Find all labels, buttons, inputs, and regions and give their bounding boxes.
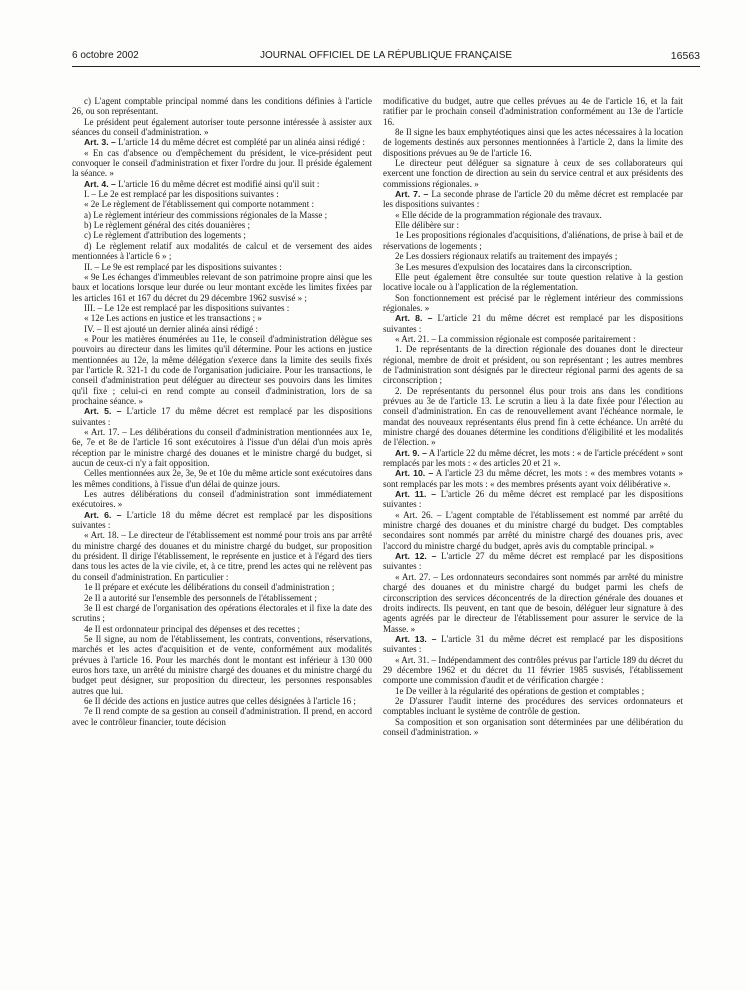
paragraph [72,199,372,209]
article-heading: Art. 9. – [395,447,427,458]
right-column [383,96,683,971]
paragraph-text: Elle délibère sur : [395,220,460,231]
paragraph-text: 6e Il décide des actions en justice autres que celles désignées à l'article 16 ; [84,695,356,706]
paragraph [72,179,372,189]
header-rule [72,66,700,67]
paragraph [72,241,372,262]
paragraph [383,344,683,385]
paragraph [383,158,683,189]
paragraph-text: 3e Les mesures d'expulsion des locataires dans la circonscription. [395,261,633,272]
article-heading: Art. 3. – [84,137,116,148]
paragraph [383,251,683,261]
paragraph-text: Celles mentionnées aux 2e, 3e, 9e et 10e du même article sont exécutoires dans les mêmes conditions, à l'issue d'un délai de quinze jours. [72,468,372,489]
paragraph-text: L'article 21 du même décret est remplacé par les dispositions suivantes : [383,313,683,334]
paragraph [72,313,372,323]
paragraph-text: « Art. 18. – Le directeur de l'établissement est nommé pour trois ans par arrêté du ministre chargé des douanes et du ministre chargé du budget, sur proposition du président. Il dirige l'établissement, le représente en justice et à l'égard des tiers dans tous les actes de la vie civile, et, à ce titre, prend les actes qui ne relèvent pas du conseil d'administration. En particulier : [72,530,372,582]
paragraph-text: L'article 26 du même décret est remplacé par les dispositions suivantes : [383,489,683,510]
paragraph [72,468,372,489]
paragraph [383,468,683,489]
paragraph-text: modificative du budget, autre que celles prévues au 4e de l'article 16, et la fait ratifier par le prochain conseil d'administration conformément au 13e de l'article 16. [383,96,683,127]
paragraph-text: L'article 31 du même décret est remplacé par les dispositions suivantes : [383,633,683,655]
paragraph [72,272,372,303]
paragraph [72,530,372,582]
paragraph-text: « 2e Le règlement de l'établissement qui comporte notamment : [84,199,314,210]
paragraph-text: A l'article 22 du même décret, les mots : « de l'article précédent » sont remplacés par les mots : « des articles 20 et 21 ». [383,447,683,469]
left-column [72,96,372,971]
paragraph-text: 2e Il a autorité sur l'ensemble des personnels de l'établissement ; [84,592,317,603]
paragraph-text: c) L'agent comptable principal nommé dans les conditions définies à l'article 26, ou son représentant. [72,96,372,117]
paragraph [383,634,683,655]
paragraph-text: d) Le règlement relatif aux modalités de calcul et de versement des aides mentionnées à l'article 6 » ; [72,240,372,262]
paragraph-text: « Elle décide de la programmation régionale des travaux. [395,209,602,220]
paragraph [72,510,372,531]
paragraph-text: « 12e Les actions en justice et les transactions ; » [84,313,262,324]
journal-title: JOURNAL OFFICIEL DE LA RÉPUBLIQUE FRANÇAISE [259,50,513,61]
paragraph-text: L'article 14 du même décret est complété par un alinéa ainsi rédigé : [115,137,365,148]
paragraph [383,220,683,230]
paragraph-text: L'article 16 du même décret est modifié ainsi qu'il suit : [115,178,320,189]
paragraph-text: L'article 18 du même décret est remplacé par les dispositions suivantes : [72,509,372,531]
paragraph [72,696,372,706]
paragraph-text: 1. De représentants de la direction régionale des douanes dont le directeur régional, membre de droit et président, ou son représentant ; les autres membres de l'administration sont désignés par le directeur régional parmi des agents de sa circonscription ; [383,344,683,386]
paragraph-text: 7e Il rend compte de sa gestion au conseil d'administration. Il prend, en accord avec le contrôleur financier, toute décision [72,706,372,727]
paragraph [72,324,372,334]
paragraph-text: II. – Le 9e est remplacé par les dispositions suivantes : [84,261,282,272]
paragraph-text: 5e Il signe, au nom de l'établissement, les contrats, conventions, réservations, marchés et les actes d'acquisition et de vente, conformément aux modalités prévues à l'article 16. Pour les marchés dont le montant est inférieur à 130 000 euros hors taxe, un arrêté du ministre chargé des douanes et du ministre chargé du budget peut désigner, sur proposition du directeur, les personnes responsables autres que lui. [72,633,372,696]
paragraph [383,696,683,717]
article-heading: Art. 6. – [84,509,122,520]
paragraph [72,262,372,272]
paragraph-text: « 9e Les échanges d'immeubles relevant de son patrimoine propre ainsi que les baux et locations lorsque leur durée ou leur montant excède les limites fixées par les articles 161 et 167 du décret du 29 décembre 1962 susvisé » ; [72,271,372,303]
paragraph [383,448,683,469]
paragraph [383,127,683,158]
paragraph [383,686,683,696]
paragraph [383,572,683,634]
paragraph-text: A l'article 23 du même décret, les mots : « des membres votants » sont remplacés par les mots : « des membres présents ayant voix délibérative ». [383,468,683,489]
paragraph [72,593,372,603]
paragraph [383,386,683,448]
paragraph [383,262,683,272]
paragraph-text: b) Le règlement général des cités douanières ; [84,220,251,231]
paragraph-text: Le président peut également autoriser toute personne intéressée à assister aux séances du conseil d'administration. » [72,116,372,138]
paragraph [72,634,372,696]
paragraph [72,427,372,468]
issue-date: 6 octobre 2002 [72,50,139,61]
article-heading: Art. 4. – [84,178,116,189]
paragraph-text: 3e Il est chargé de l'organisation des opérations électorales et il fixe la date des scrutins ; [72,602,372,624]
paragraph-text: 2. De représentants du personnel élus pour trois ans dans les conditions prévues au 3e de l'article 13. Le scrutin a lieu à la date fixée pour l'élection au conseil d'administration. En cas de renouvellement avant l'échéance normale, le mandat des nouveaux représentants élus prend fin à cette échéance. Un arrêté du ministre chargé des douanes détermine les conditions d'éligibilité et les modalités de l'élection. » [383,385,683,448]
paragraph-text: IV. – Il est ajouté un dernier alinéa ainsi rédigé : [84,323,258,334]
paragraph [383,313,683,334]
article-heading: Art. 8. – [395,313,433,324]
paragraph-text: III. – Le 12e est remplacé par les dispositions suivantes : [84,302,290,313]
paragraph-text: 2e Les dossiers régionaux relatifs au traitement des impayés ; [395,251,618,262]
paragraph [383,489,683,510]
paragraph [383,210,683,220]
article-heading: Art. 5. – [84,406,122,417]
article-heading: Art. 7. – [395,189,429,200]
paragraph-text: 1e De veiller à la régularité des opérations de gestion et comptables ; [395,685,645,696]
paragraph-text: a) Le règlement intérieur des commissions régionales de la Masse ; [84,209,328,220]
paragraph [383,230,683,251]
paragraph [383,551,683,572]
paragraph-text: Elle peut également être consultée sur toute question relative à la gestion locative locale ou à l'application de la réglementation. [383,271,683,293]
paragraph [383,96,683,127]
paragraph-text: L'article 17 du même décret est remplacé par les dispositions suivantes : [72,406,372,427]
paragraph [72,189,372,199]
paragraph-text: « Art. 31. – Indépendamment des contrôles prévus par l'article 189 du décret du 29 décembre 1962 et du décret du 11 février 1985 susvisés, l'établissement comporte une commission d'audit et de vérification chargée : [383,654,683,686]
paragraph [72,210,372,220]
paragraph [383,510,683,551]
paragraph-text: « Pour les matières énumérées au 11e, le conseil d'administration délègue ses pouvoirs au directeur dans les limites qu'il détermine. Pour les actions en justice mentionnées au 12e, la même délégation s'exerce dans la limite des seuils fixés par l'article R. 321-1 du code de l'organisation judiciaire. Pour les transactions, le conseil d'administration peut déléguer au directeur ses pouvoirs dans les limites qu'il fixe ; celui-ci en rend compte au conseil d'administration, lors de sa prochaine séance. » [72,333,372,406]
paragraph-text: Son fonctionnement est précisé par le règlement intérieur des commissions régionales. » [383,292,683,313]
paragraph-text: c) Le règlement d'attribution des logements ; [84,230,246,241]
paragraph [72,334,372,406]
paragraph-text: La seconde phrase de l'article 20 du même décret est remplacée par les dispositions suivantes : [383,189,683,210]
paragraph [72,406,372,427]
page-number: 16563 [670,50,700,62]
paragraph-text: « Art. 17. – Les délibérations du conseil d'administration mentionnées aux 1e, 6e, 7e et 8e de l'article 16 sont exécutoires à l'issue d'un délai d'un mois après réception par le ministre chargé des douanes et le ministre chargé du budget, si aucun de ceux-ci n'y a fait opposition. [72,427,372,469]
paragraph-text: 1e Il prépare et exécute les délibérations du conseil d'administration ; [84,582,335,593]
paragraph-text: I. – Le 2e est remplacé par les dispositions suivantes : [84,189,279,200]
paragraph [72,489,372,510]
paragraph [72,706,372,727]
paragraph-text: « Art. 27. – Les ordonnateurs secondaires sont nommés par arrêté du ministre chargé des douanes et du ministre chargé du budget parmi les chefs de circonscription des services déconcentrés de la direction générale des douanes et droits indirects. Ils peuvent, en tant que de besoin, déléguer leur signature à des agents agréés par le directeur de l'établissement pour assurer le service de la Masse. » [383,571,683,634]
paragraph [72,303,372,313]
article-heading: Art. 10. – [395,468,434,479]
article-heading: Art. 13. – [395,633,437,644]
article-heading: Art. 12. – [395,551,437,562]
paragraph-text: 8e Il signe les baux emphytéotiques ainsi que les actes nécessaires à la location de logements destinés aux personnes mentionnées à l'article 2, dans la limite des dispositions prévues au 9e de l'article 16. [383,127,683,158]
paragraph-text: 4e Il est ordonnateur principal des dépenses et des recettes ; [84,623,301,634]
article-heading: Art. 11. – [395,489,437,500]
paragraph [72,624,372,634]
paragraph [72,96,372,117]
paragraph [72,582,372,592]
paragraph [383,334,683,344]
paragraph [383,272,683,293]
paragraph [72,148,372,179]
paragraph [72,220,372,230]
paragraph [383,293,683,314]
paragraph-text: 1e Les propositions régionales d'acquisitions, d'aliénations, de prise à bail et de réservations de logements ; [383,230,683,251]
page-header [72,50,700,64]
paragraph [383,655,683,686]
paragraph-text: « Art. 21. – La commission régionale est composée paritairement : [395,333,636,344]
paragraph-text: 2e D'assurer l'audit interne des procédures des services ordonnateurs et comptables incluant le système de contrôle de gestion. [383,695,683,717]
paragraph [72,230,372,240]
paragraph [383,717,683,738]
paragraph-text: « En cas d'absence ou d'empêchement du président, le vice-président peut convoquer le conseil d'administration et fixer l'ordre du jour. Il préside également la séance. » [72,147,372,179]
paragraph [72,603,372,624]
paragraph-text: « Art. 26. – L'agent comptable de l'établissement est nommé par arrêté du ministre chargé des douanes et du ministre chargé du budget. Des comptables secondaires sont nommés par arrêté du ministre chargé des douanes pris, avec l'accord du ministre chargé du budget, après avis du comptable principal. » [383,509,683,551]
paragraph-text: Les autres délibérations du conseil d'administration sont immédiatement exécutoires. » [72,489,372,510]
paragraph [383,189,683,210]
paragraph-text: Sa composition et son organisation sont déterminées par une délibération du conseil d'administration. » [383,716,683,737]
paragraph [72,137,372,147]
paragraph [72,117,372,138]
paragraph-text: L'article 27 du même décret est remplacé par les dispositions suivantes : [383,551,683,572]
paragraph-text: Le directeur peut déléguer sa signature à ceux de ses collaborateurs qui exercent une fonction de direction au sein du service central et aux présidents des commissions régionales. » [383,158,683,189]
